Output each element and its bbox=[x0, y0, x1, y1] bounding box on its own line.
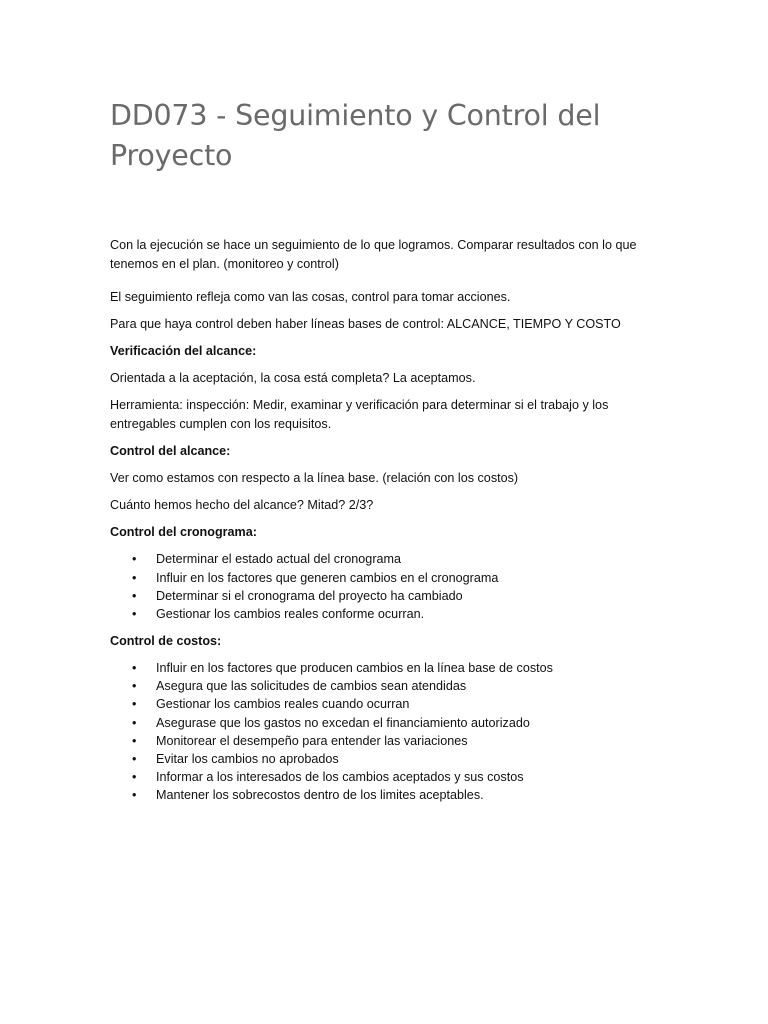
list-item-text: Asegura que las solicitudes de cambios sean atendidas bbox=[156, 679, 467, 694]
document-title: DD073 - Seguimiento y Control del Proyecto bbox=[110, 99, 601, 172]
list-item-text: Determinar si el cronograma del proyecto ha cambiado bbox=[156, 588, 463, 603]
bullet-icon: • bbox=[132, 552, 137, 567]
list-item bbox=[110, 569, 670, 587]
list-item bbox=[110, 587, 670, 605]
cuanto-paragraph: Cuánto hemos hecho del alcance? Mitad? 2/3? bbox=[110, 498, 374, 513]
list-item bbox=[110, 550, 670, 568]
list-item bbox=[110, 695, 670, 713]
list-item bbox=[110, 659, 670, 677]
intro-paragraph: Con la ejecución se hace un seguimiento de lo que logramos. Comparar resultados con lo que tenemos en el plan. (monitoreo y control) bbox=[110, 238, 637, 271]
heading-control-cronograma: Control del cronograma: bbox=[110, 525, 257, 540]
lineas-base-paragraph: Para que haya control deben haber líneas bases de control: ALCANCE, TIEMPO Y COSTO bbox=[110, 317, 621, 332]
heading-control-alcance: Control del alcance: bbox=[110, 443, 231, 458]
list-item bbox=[110, 605, 670, 623]
list-item bbox=[110, 677, 670, 695]
bullet-icon: • bbox=[132, 715, 137, 730]
bullet-icon: • bbox=[132, 661, 137, 676]
list-item bbox=[110, 714, 670, 732]
seguimiento-paragraph: El seguimiento refleja como van las cosas, control para tomar acciones. bbox=[110, 290, 511, 304]
list-item bbox=[110, 768, 670, 786]
bullet-icon: • bbox=[132, 733, 137, 748]
list-item-text: Informar a los interesados de los cambios aceptados y sus costos bbox=[156, 770, 524, 785]
document-body bbox=[110, 236, 670, 813]
list-item bbox=[110, 786, 670, 804]
ver-como-paragraph: Ver como estamos con respecto a la línea base. (relación con los costos) bbox=[110, 471, 519, 486]
herramienta-paragraph: Herramienta: inspección: Medir, examinar y verificación para determinar si el trabajo y los entregables cumplen con los requisitos. bbox=[110, 398, 609, 431]
list-item-text: Influir en los factores que generen cambios en el cronograma bbox=[156, 570, 499, 585]
list-item-text: Influir en los factores que producen cambios en la línea base de costos bbox=[156, 661, 553, 676]
list-item-text: Determinar el estado actual del cronograma bbox=[156, 552, 402, 567]
orientada-paragraph: Orientada a la aceptación, la cosa está completa? La aceptamos. bbox=[110, 371, 476, 386]
bullet-icon: • bbox=[132, 697, 137, 712]
bullet-icon: • bbox=[132, 606, 137, 621]
bullet-icon: • bbox=[132, 588, 137, 603]
list-item-text: Gestionar los cambios reales conforme ocurran. bbox=[156, 606, 425, 621]
bullet-icon: • bbox=[132, 570, 137, 585]
list-item bbox=[110, 750, 670, 768]
list-item bbox=[110, 732, 670, 750]
bullet-icon: • bbox=[132, 788, 137, 803]
list-item-text: Asegurase que los gastos no excedan el financiamiento autorizado bbox=[156, 715, 530, 730]
bullet-icon: • bbox=[132, 770, 137, 785]
costos-list bbox=[110, 659, 670, 805]
heading-control-costos: Control de costos: bbox=[110, 633, 222, 648]
list-item-text: Gestionar los cambios reales cuando ocurran bbox=[156, 697, 410, 712]
list-item-text: Monitorear el desempeño para entender las variaciones bbox=[156, 733, 468, 748]
cronograma-list bbox=[110, 550, 670, 623]
bullet-icon: • bbox=[132, 679, 137, 694]
heading-verificacion-alcance: Verificación del alcance: bbox=[110, 344, 257, 359]
bullet-icon: • bbox=[132, 752, 137, 767]
list-item-text: Mantener los sobrecostos dentro de los limites aceptables. bbox=[156, 788, 484, 803]
list-item-text: Evitar los cambios no aprobados bbox=[156, 752, 339, 767]
